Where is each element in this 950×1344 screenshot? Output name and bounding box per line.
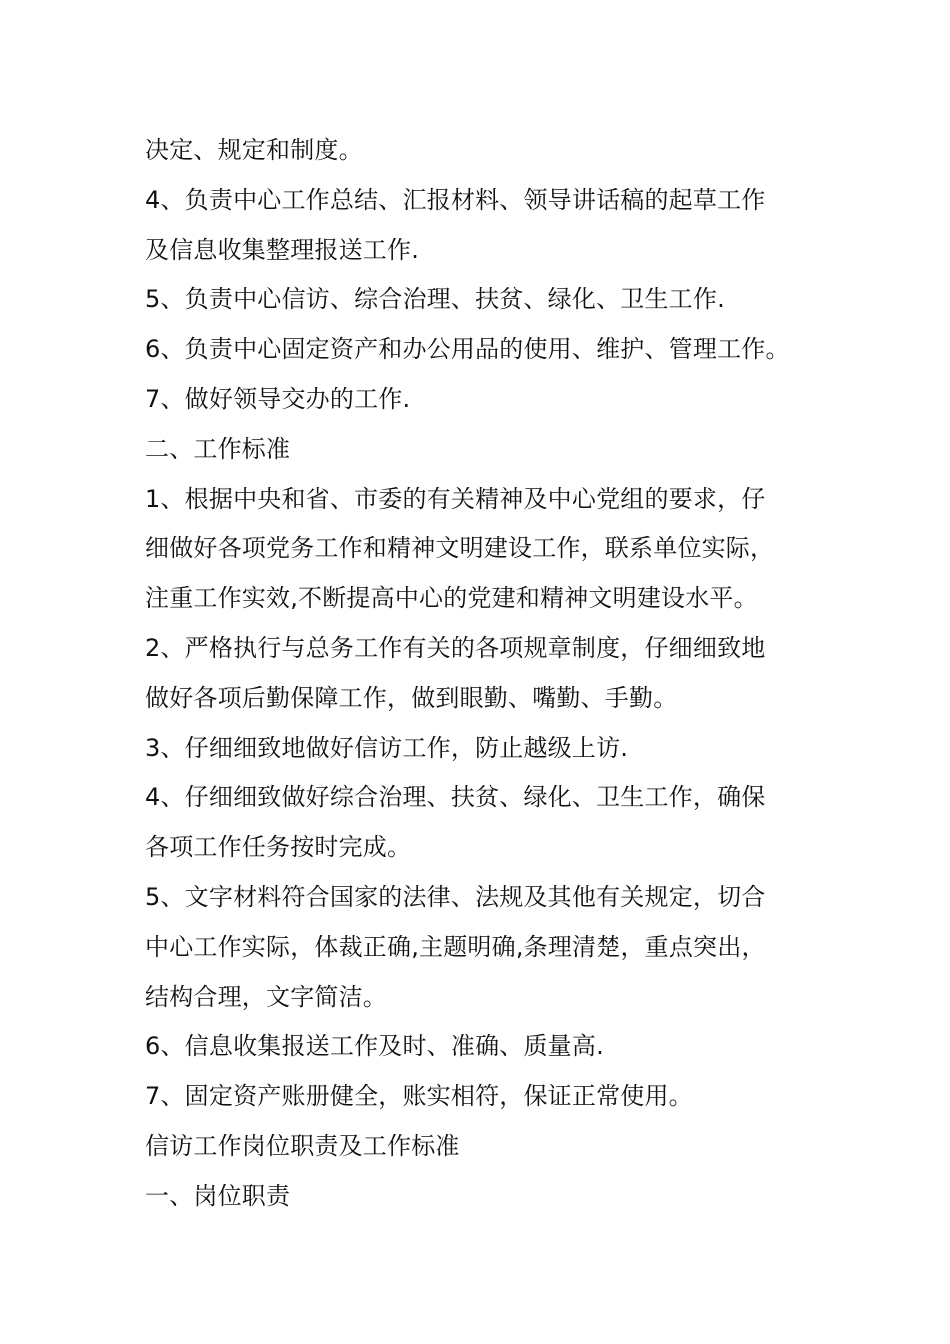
section-title-petition-duties: 信访工作岗位职责及工作标准 — [145, 1131, 460, 1160]
text-line-14: 4、仔细细致做好综合治理、扶贫、绿化、卫生工作，确保 — [145, 783, 766, 812]
text-line-15: 各项工作任务按时完成。 — [145, 833, 412, 862]
section-heading-work-standards: 二、工作标准 — [145, 434, 291, 463]
text-line-6: 7、做好领导交办的工作. — [145, 384, 411, 413]
document-body — [145, 126, 825, 1222]
text-line-17: 中心工作实际，体裁正确,主题明确,条理清楚，重点突出， — [145, 932, 766, 961]
section-heading-job-duties: 一、岗位职责 — [145, 1181, 291, 1210]
text-line-18: 结构合理，文字简洁。 — [145, 982, 387, 1011]
text-line-3: 及信息收集整理报送工作. — [145, 235, 420, 264]
text-line-19: 6、信息收集报送工作及时、准确、质量高. — [145, 1032, 604, 1061]
text-line-13: 3、仔细细致地做好信访工作，防止越级上访. — [145, 733, 629, 762]
text-line-16: 5、文字材料符合国家的法律、法规及其他有关规定，切合 — [145, 882, 766, 911]
text-line-12: 做好各项后勤保障工作，做到眼勤、嘴勤、手勤。 — [145, 683, 678, 712]
text-line-9: 细做好各项党务工作和精神文明建设工作，联系单位实际， — [145, 534, 775, 563]
text-line-20: 7、固定资产账册健全，账实相符，保证正常使用。 — [145, 1082, 693, 1111]
text-line-10: 注重工作实效,不断提高中心的党建和精神文明建设水平。 — [145, 584, 758, 613]
text-line-2: 4、负责中心工作总结、汇报材料、领导讲话稿的起草工作 — [145, 185, 766, 214]
text-line-4: 5、负责中心信访、综合治理、扶贫、绿化、卫生工作. — [145, 285, 725, 314]
text-line-8: 1、根据中央和省、市委的有关精神及中心党组的要求，仔 — [145, 484, 766, 513]
text-line-11: 2、严格执行与总务工作有关的各项规章制度，仔细细致地 — [145, 633, 766, 662]
text-line-1: 决定、规定和制度。 — [145, 136, 363, 164]
text-line-5: 6、负责中心固定资产和办公用品的使用、维护、管理工作。 — [145, 335, 790, 364]
